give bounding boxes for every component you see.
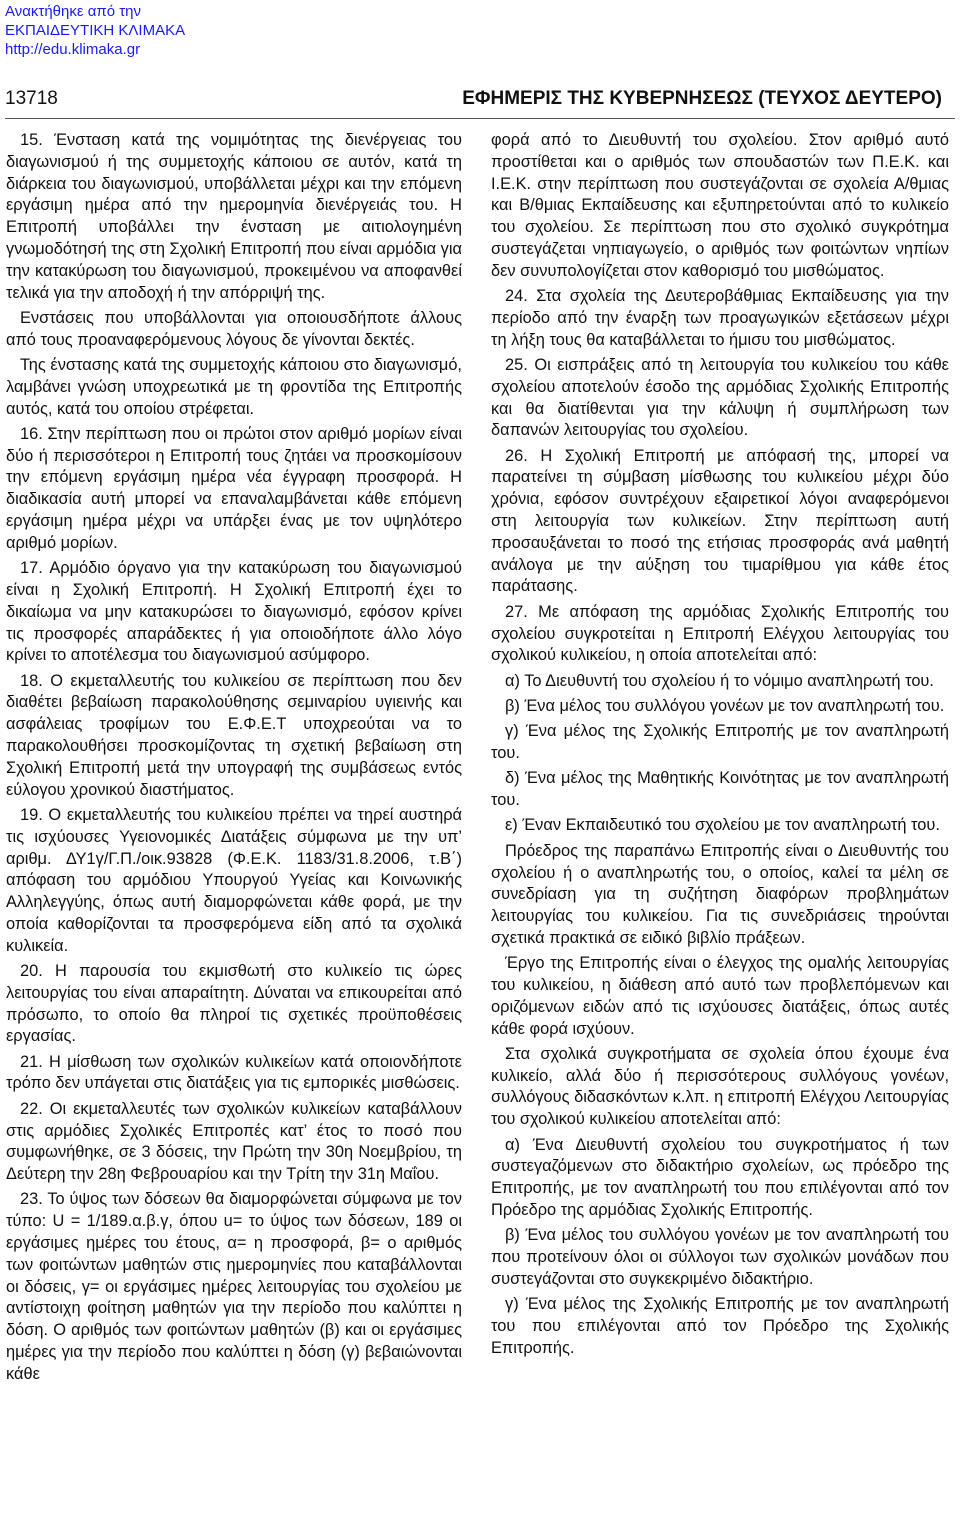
paragraph: 25. Οι εισπράξεις από τη λειτουργία του κυλικείου του κάθε σχολείου αποτελούν έσοδο της αρμόδιας Σχολικής Επιτροπής και θα διατίθενται για την κάλυψη ή συμπλήρωση των δαπανών λειτουργίας του σχολείου. <box>491 355 949 440</box>
paragraph: Έργο της Επιτροπής είναι ο έλεγχος της ομαλής λειτουργίας του κυλικείου, η διάθεση από αυτό των προβλεπόμενων και οριζόμενων ειδών από τις ισχύουσες διατάξεις, όπως αυτές κάθε φορά ισχύουν. <box>491 954 949 1038</box>
paragraph: 16. Στην περίπτωση που οι πρώτοι στον αριθμό μορίων είναι δύο ή περισσότεροι η Επιτροπή τους ζητάει να προσκομίσουν την επόμενη εργάσιμη ημέρα νέα έγγραφη προσφορά. Η διαδικασία αυτή μπορεί να επαναλαμβάνεται κάθε επόμενη εργάσιμη ημέρα μέχρι να υπάρξει ένας με τον υψηλότερο αριθμό μορίων. <box>6 424 462 552</box>
paragraph: 22. Οι εκμεταλλευτές των σχολικών κυλικείων καταβάλλουν στις αρμόδιες Σχολικές Επιτροπές κατ’ έτος το ποσό που συμφωνήθηκε, σε 3 δόσεις, την Πρώτη την 30η Νοεμβρίου, τη Δεύτερη την 28η Φεβρουαρίου και την Τρίτη την 31η Μαΐου. <box>6 1099 462 1184</box>
publication-title: ΕΦΗΜΕΡΙΣ ΤΗΣ ΚΥΒΕΡΝΗΣΕΩΣ (ΤΕΥΧΟΣ ΔΕΥΤΕΡΟ) <box>462 88 942 109</box>
paragraph: α) Ένα Διευθυντή σχολείου του συγκροτήματος ή των συστεγαζόμενων στο διδακτήριο σχολείων, ως πρόεδρο της Επιτροπής, με τον αναπληρωτή του που επιλέγονται από τον Πρόεδρο της αρμόδιας Σχολικής Επιτροπής. <box>491 1135 949 1219</box>
paragraph: 27. Με απόφαση της αρμόδιας Σχολικής Επιτροπής του σχολείου συγκροτείται η Επιτροπή Ελέγχου λειτουργίας του σχολικού κυλικείου, η οποία αποτελείται από: <box>491 602 949 665</box>
paragraph: β) Ένα μέλος του συλλόγου γονέων με τον αναπληρωτή του. <box>505 696 945 715</box>
watermark-line-2: ΕΚΠΑΙΔΕΥΤΙΚΗ ΚΛΙΜΑΚΑ <box>5 22 186 39</box>
watermark-url[interactable]: http://edu.klimaka.gr <box>5 41 141 58</box>
paragraph: Της ένστασης κατά της συμμετοχής κάποιου στο διαγωνισμό, λαμβάνει γνώση υποχρεωτικά με τη φροντίδα της Επιτροπής αυτός, κατά του οποίου στρέφεται. <box>6 355 462 418</box>
paragraph: 19. Ο εκμεταλλευτής του κυλικείου πρέπει να τηρεί αυστηρά τις ισχύουσες Υγειονομικές Διατάξεις σύμφωνα με την υπ’ αριθμ. ΔΥ1γ/Γ.Π./οικ.93828 (Φ.Ε.Κ. 1183/31.8.2006, τ.Β΄) απόφαση του αρμόδιου Υπουργού Υγείας και Κοινωνικής Αλληλεγγύης, όπως αυτή διαμορφώνεται κάθε φορά, με την οποία καθορίζονται τα προσφερόμενα είδη από τα σχολικά κυλικεία. <box>6 805 462 955</box>
paragraph: α) Το Διευθυντή του σχολείου ή το νόμιμο αναπληρωτή του. <box>505 671 934 690</box>
paragraph: β) Ένα μέλος του συλλόγου γονέων με τον αναπληρωτή του που προτείνουν όλοι οι σύλλογοι των σχολικών μονάδων που συστεγάζονται στο συγκεκριμένο διδακτήριο. <box>491 1226 949 1288</box>
watermark-line-1: Ανακτήθηκε από την <box>5 3 142 20</box>
paragraph: 21. Η μίσθωση των σχολικών κυλικείων κατά οποιονδήποτε τρόπο δεν υπάγεται στις διατάξεις για τις εμπορικές μισθώσεις. <box>6 1052 462 1093</box>
page-number: 13718 <box>5 88 58 109</box>
paragraph: Ενστάσεις που υποβάλλονται για οποιουσδήποτε άλλους από τους προαναφερόμενους λόγους δε γίνονται δεκτές. <box>6 308 462 349</box>
paragraph: γ) Ένα μέλος της Σχολικής Επιτροπής με τον αναπληρωτή του. <box>491 722 949 763</box>
paragraph: φορά από το Διευθυντή του σχολείου. Στον αριθμό αυτό προστίθεται και ο αριθμός των σπουδαστών των Π.Ε.Κ. και Ι.Ε.Κ. στην περίπτωση που συστεγάζονται σε σχολεία Α/θμιας και Β/θμιας Εκπαίδευσης και εξυπηρετούνται από το κυλικείο του σχολείου. Σε περίπτωση που στο σχολικό συγκρότημα συστεγάζεται νηπιαγωγείο, ο αριθμός των φοιτώντων νηπίων δεν συνυπολογίζεται στον καθορισμό του μισθώματος. <box>491 131 949 280</box>
paragraph: 23. Το ύψος των δόσεων θα διαμορφώνεται σύμφωνα με τον τύπο: U = 1/189.α.β.γ, όπου u= το ύψος των δόσεων, 189 οι εργάσιμες ημέρες του έτους, α= η προσφορά, β= ο αριθμός των φοιτώντων μαθητών στις ημερομηνίες που καταβάλλονται οι δόσεις, γ= οι εργάσιμες ημέρες λειτουργίας του σχολείου με αντίστοιχη φοίτηση μαθητών για την περίοδο που καλύπτει η δόση. Ο αριθμός των φοιτώντων μαθητών (β) και οι εργάσιμες ημέρες για την περίοδο που καλύπτει η δόση (γ) βεβαιώνονται κάθε <box>6 1190 462 1383</box>
page-header <box>5 88 942 112</box>
left-column <box>6 130 462 1389</box>
paragraph: γ) Ένα μέλος της Σχολικής Επιτροπής με τον αναπληρωτή του που επιλέγονται από τον Πρόεδρο της Σχολικής Επιτροπής. <box>491 1295 949 1357</box>
header-divider <box>5 118 955 119</box>
paragraph: δ) Ένα μέλος της Μαθητικής Κοινότητας με τον αναπληρωτή του. <box>491 769 949 810</box>
paragraph: 26. Η Σχολική Επιτροπή με απόφασή της, μπορεί να παρατείνει τη σύμβαση μίσθωσης του κυλικείου μέχρι δύο χρόνια, εφόσον συντρέχουν εξαιρετικοί λόγοι αναφερόμενοι στη λειτουργία των κυλικείων. Στην περίπτωση αυτή προσαυξάνεται το ποσό της ετήσιας προσφοράς ανά μαθητή ανάλογα με την αύξηση του τιμαρίθμου για κάθε έτος παράτασης. <box>491 446 949 596</box>
paragraph: 17. Αρμόδιο όργανο για την κατακύρωση του διαγωνισμού είναι η Σχολική Επιτροπή. Η Σχολική Επιτροπή έχει το δικαίωμα να μην κατακυρώσει το διαγωνισμό, εφόσον κρίνει τις προσφορές απαράδεκτες ή για οποιοδήποτε άλλο λόγο κρίνει το αποτέλεσμα του διαγωνισμού ασύμφορο. <box>6 559 462 665</box>
paragraph: 18. Ο εκμεταλλευτής του κυλικείου σε περίπτωση που δεν διαθέτει βεβαίωση παρακολούθησης σεμιναρίου υγιεινής και ασφάλειας τροφίμων του Ε.Φ.Ε.Τ υποχρεούται να το παρακολουθήσει προσκομίζοντας τη σχετική βεβαίωση στη Σχολική Επιτροπή μετά την υπογραφή της συμβάσεως εντός εύλογου χρονικού διαστήματος. <box>6 671 462 799</box>
paragraph: 15. Ένσταση κατά της νομιμότητας της διενέργειας του διαγωνισμού ή της συμμετοχής κάποιου σε αυτόν, κατά τη διάρκεια του διαγωνισμού, υποβάλλεται μέχρι και την επόμενη εργάσιμη ημέρα από την ημερομηνία διενέργειάς του. Η Επιτροπή υποβάλλει την ένσταση με αιτιολογημένη γνωμοδότησή της στη Σχολική Επιτροπή που είναι αρμόδια για την κατακύρωση του διαγωνισμού, προκειμένου να αποφανθεί τελικά για την αποδοχή ή την απόρριψή της. <box>6 131 462 302</box>
paragraph: 24. Στα σχολεία της Δευτεροβάθμιας Εκπαίδευσης για την περίοδο από την έναρξη των προαγωγικών εξετάσεων μέχρι τη λήξη τους θα καταβάλλεται το ήμισυ του μισθώματος. <box>491 287 949 349</box>
right-column <box>491 130 949 1363</box>
watermark <box>5 2 185 59</box>
paragraph: 20. Η παρουσία του εκμισθωτή στο κυλικείο τις ώρες λειτουργίας του είναι απαραίτητη. Δύναται να επικουρείται από πρόσωπο, το οποίο θα πληροί τις σχετικές προϋποθέσεις εργασίας. <box>6 961 462 1046</box>
paragraph: ε) Έναν Εκπαιδευτικό του σχολείου με τον αναπληρωτή του. <box>505 816 940 835</box>
paragraph: Στα σχολικά συγκροτήματα σε σχολεία όπου έχουμε ένα κυλικείο, αλλά δύο ή περισσότερους συλλόγους γονέων, συλλόγους διδασκόντων κ.λπ. η επιτροπή Ελέγχου Λειτουργίας του σχολικού κυλικείου αποτελείται από: <box>491 1044 949 1129</box>
paragraph: Πρόεδρος της παραπάνω Επιτροπής είναι ο Διευθυντής του σχολείου ή ο αναπληρωτής του, ο οποίος, καλεί τα μέλη σε συνεδρίαση για τη συζήτηση διαφόρων προβλημάτων λειτουργίας του κυλικείου. Για τις συνεδριάσεις τηρούνται σχετικά πρακτικά σε ειδικό βιβλίο πράξεων. <box>491 841 949 947</box>
